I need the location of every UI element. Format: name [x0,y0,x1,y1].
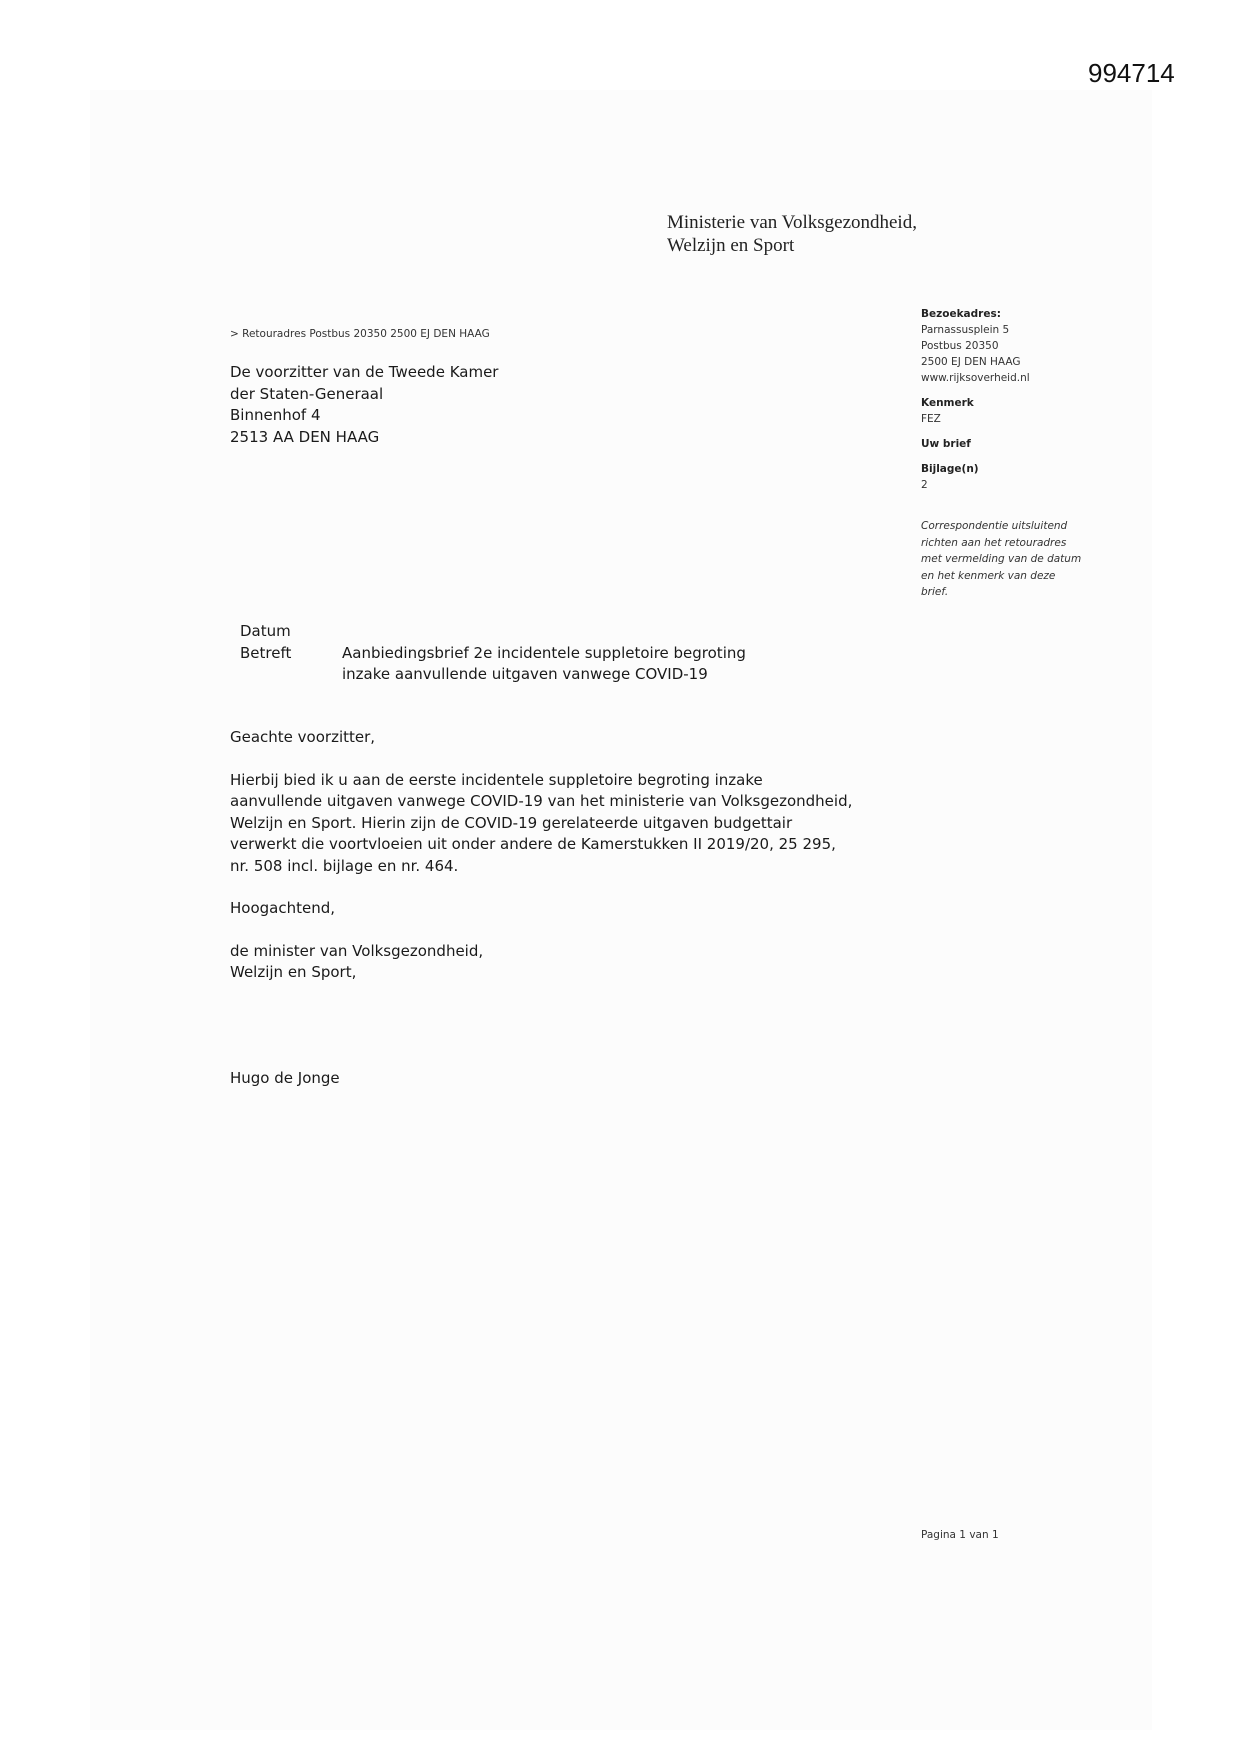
bijlagen-value: 2 [921,479,928,491]
betreft-line: inzake aanvullende uitgaven vanwege COVID-19 [342,665,708,683]
bijlagen-label: Bijlage(n) [921,463,979,475]
note-line: met vermelding van de datum [921,553,1082,565]
sidebar-info [921,306,1131,601]
signer-name: Hugo de Jonge [230,1069,340,1087]
signer-title-line: de minister van Volksgezondheid, [230,941,484,960]
recipient-address [230,362,498,448]
body-paragraph [230,770,930,878]
page-number: Pagina 1 van 1 [921,1529,999,1541]
paragraph-line: Hierbij bied ik u aan de eerste incidentele suppletoire begroting inzake [230,770,763,789]
recipient-line: De voorzitter van de Tweede Kamer [230,363,499,381]
correspondence-note [921,518,1131,601]
recipient-line: Binnenhof 4 [230,406,321,424]
betreft-label: Betreft [240,643,292,662]
kenmerk-label: Kenmerk [921,397,974,409]
paragraph-line: Welzijn en Sport. Hierin zijn de COVID-19 gerelateerde uitgaven budgettair [230,813,793,832]
note-line: Correspondentie uitsluitend [921,520,1068,532]
betreft-row [240,643,746,686]
ministry-name [667,211,917,257]
paragraph-line: verwerkt die voortvloeien uit onder andere de Kamerstukken II 2019/20, 25 295, [230,835,836,853]
paragraph-line: nr. 508 incl. bijlage en nr. 464. [230,856,459,875]
ministry-name-line: Ministerie van Volksgezondheid, [667,212,917,233]
recipient-line: 2513 AA DEN HAAG [230,427,380,446]
signer-title [230,941,930,984]
betreft-line: Aanbiedingsbrief 2e incidentele suppletoire begroting [342,643,746,662]
bezoekadres-line: 2500 EJ DEN HAAG [921,356,1021,368]
datum-row [240,621,746,643]
recipient-line: der Staten-Generaal [230,384,384,403]
note-line: richten aan het retouradres [921,536,1067,549]
betreft-value [342,643,746,686]
letter-meta [240,621,746,686]
uw-brief-label: Uw brief [921,438,971,450]
paragraph-line: aanvullende uitgaven vanwege COVID-19 van het ministerie van Volksgezondheid, [230,792,853,810]
website-link[interactable]: www.rijksoverheid.nl [921,372,1030,384]
note-line: en het kenmerk van deze [921,569,1056,582]
bezoekadres-line: Postbus 20350 [921,340,999,352]
closing: Hoogachtend, [230,899,336,917]
salutation: Geachte voorzitter, [230,728,376,746]
bezoekadres-line: Parnassusplein 5 [921,324,1010,336]
ministry-name-line: Welzijn en Sport [667,235,795,256]
datum-label: Datum [240,622,291,640]
bezoekadres-label: Bezoekadres: [921,308,1001,320]
return-address: > Retouradres Postbus 20350 2500 EJ DEN HAAG [230,328,490,340]
note-line: brief. [921,586,949,598]
signer-title-line: Welzijn en Sport, [230,963,357,981]
kenmerk-value: FEZ [921,413,941,425]
document-number: 994714 [1088,58,1175,88]
letter-body [230,727,930,1005]
